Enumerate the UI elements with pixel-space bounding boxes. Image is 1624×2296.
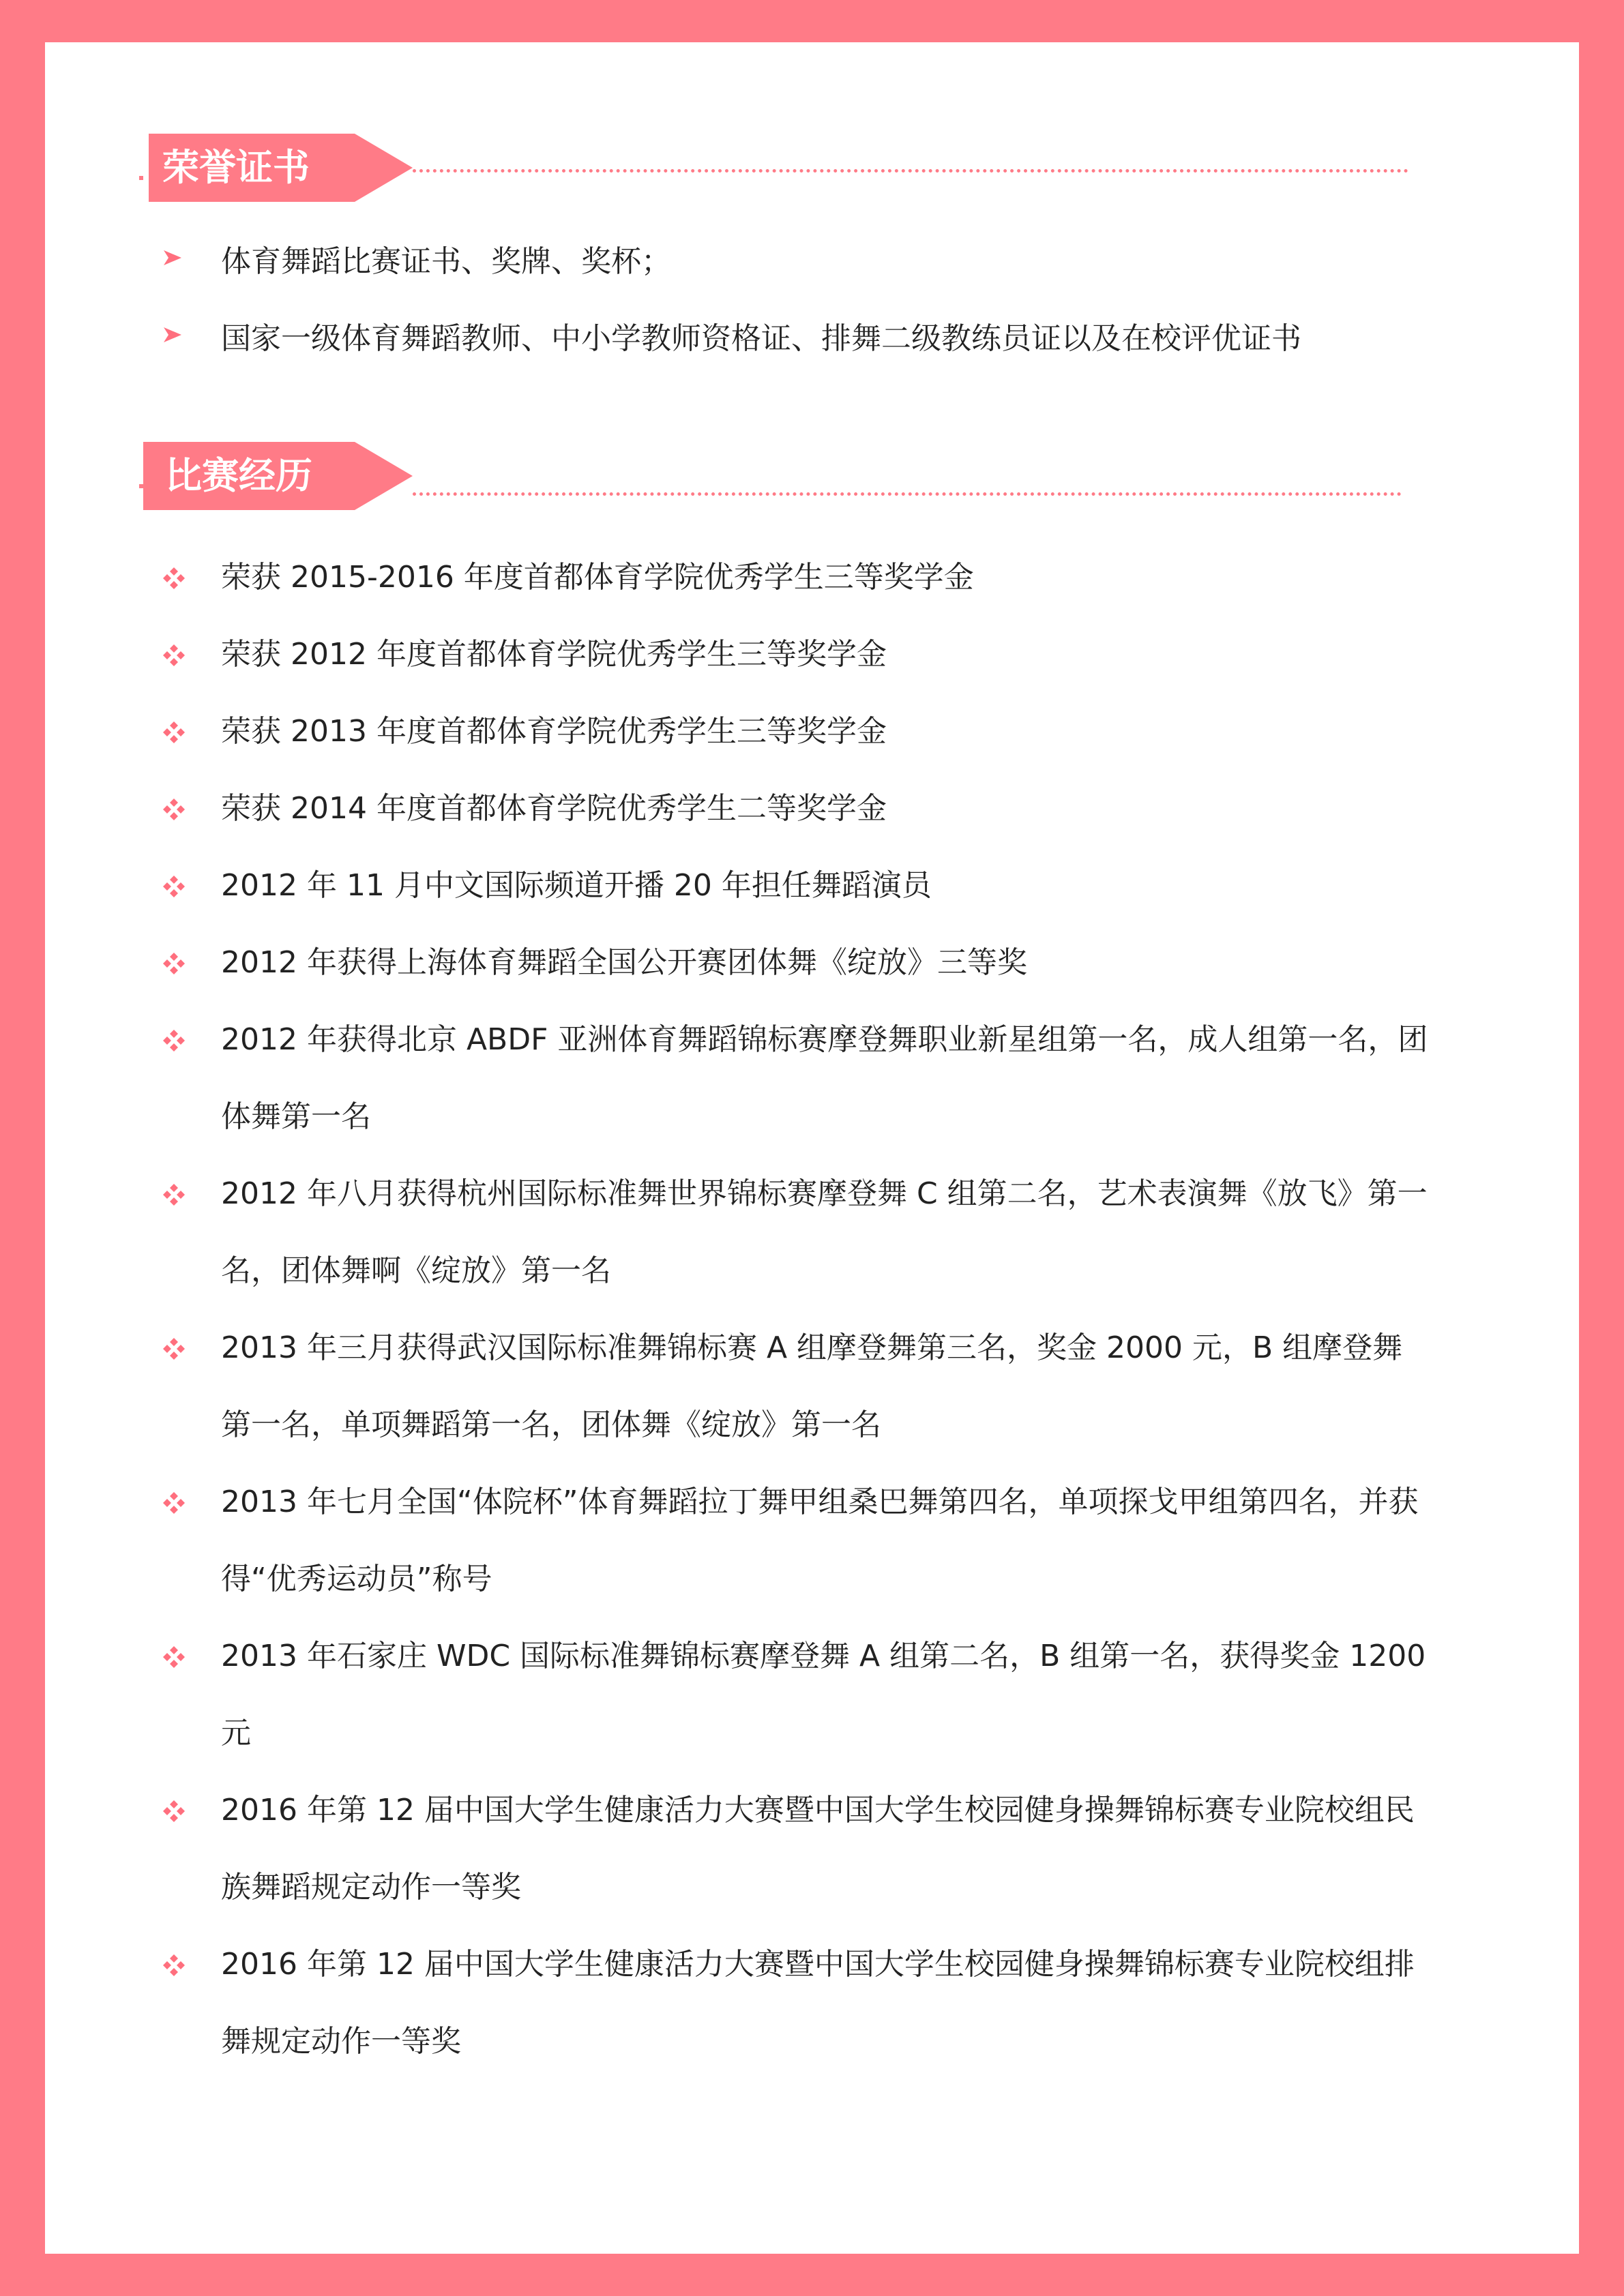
section-divider xyxy=(413,492,1402,496)
diamond-icon xyxy=(162,1799,190,1829)
list-item-text: 荣获 2014 年度首都体育学院优秀学生二等奖学金 xyxy=(221,791,887,826)
diamond-icon xyxy=(162,1645,190,1675)
list-item-text: 2016 年第 12 届中国大学生健康活力大赛暨中国大学生校园健身操舞锦标赛专业院校组民族舞蹈规定动作一等奖 xyxy=(221,1793,1415,1905)
list-item-text: 2016 年第 12 届中国大学生健康活力大赛暨中国大学生校园健身操舞锦标赛专业院校组排舞规定动作一等奖 xyxy=(221,1947,1415,2059)
arrow-right-icon xyxy=(162,321,190,351)
arrow-right-icon xyxy=(162,244,190,274)
diamond-icon xyxy=(162,720,190,750)
diamond-icon xyxy=(162,1337,190,1367)
section-tab xyxy=(143,442,413,510)
list-item-text: 荣获 2015-2016 年度首都体育学院优秀学生三等奖学金 xyxy=(221,560,974,595)
section-header-competitions xyxy=(143,442,1413,510)
diamond-icon xyxy=(162,874,190,904)
list-item-text: 荣获 2012 年度首都体育学院优秀学生三等奖学金 xyxy=(221,637,887,672)
list-item-text: 2013 年石家庄 WDC 国际标准舞锦标赛摩登舞 A 组第二名，B 组第一名，获得奖金 1200 元 xyxy=(221,1639,1426,1750)
list-item-text: 体育舞蹈比赛证书、奖牌、奖杯； xyxy=(221,244,671,279)
section-title-honors: 荣誉证书 xyxy=(162,146,310,189)
section-divider xyxy=(413,169,1408,173)
section-title-competitions: 比赛经历 xyxy=(165,454,312,497)
diamond-icon xyxy=(162,566,190,596)
list-item-text: 国家一级体育舞蹈教师、中小学教师资格证、排舞二级教练员证以及在校评优证书 xyxy=(221,321,1301,356)
diamond-icon xyxy=(162,1028,190,1058)
diamond-icon xyxy=(162,951,190,981)
diamond-icon xyxy=(162,1182,190,1212)
section-mark xyxy=(139,484,143,488)
list-item-text: 2012 年八月获得杭州国际标准舞世界锦标赛摩登舞 C 组第二名，艺术表演舞《放飞》第一名，团体舞啊《绽放》第一名 xyxy=(221,1176,1428,1288)
list-item-text: 2013 年七月全国“体院杯”体育舞蹈拉丁舞甲组桑巴舞第四名，单项探戈甲组第四名，并获得“优秀运动员”称号 xyxy=(221,1485,1419,1596)
list-item-text: 2012 年获得上海体育舞蹈全国公开赛团体舞《绽放》三等奖 xyxy=(221,945,1027,980)
diamond-icon xyxy=(162,1491,190,1521)
diamond-icon xyxy=(162,1953,190,1983)
section-tab xyxy=(143,134,413,202)
list-item-text: 2012 年获得北京 ABDF 亚洲体育舞蹈锦标赛摩登舞职业新星组第一名，成人组第一名，团体舞第一名 xyxy=(221,1022,1428,1134)
list-item-text: 荣获 2013 年度首都体育学院优秀学生三等奖学金 xyxy=(221,714,887,749)
diamond-icon xyxy=(162,797,190,827)
diamond-icon xyxy=(162,643,190,673)
list-item-text: 2012 年 11 月中文国际频道开播 20 年担任舞蹈演员 xyxy=(221,868,932,903)
section-mark xyxy=(139,176,143,180)
section-header-honors xyxy=(143,134,1413,202)
list-item-text: 2013 年三月获得武汉国际标准舞锦标赛 A 组摩登舞第三名，奖金 2000 元，B 组摩登舞第一名，单项舞蹈第一名，团体舞《绽放》第一名 xyxy=(221,1330,1403,1442)
